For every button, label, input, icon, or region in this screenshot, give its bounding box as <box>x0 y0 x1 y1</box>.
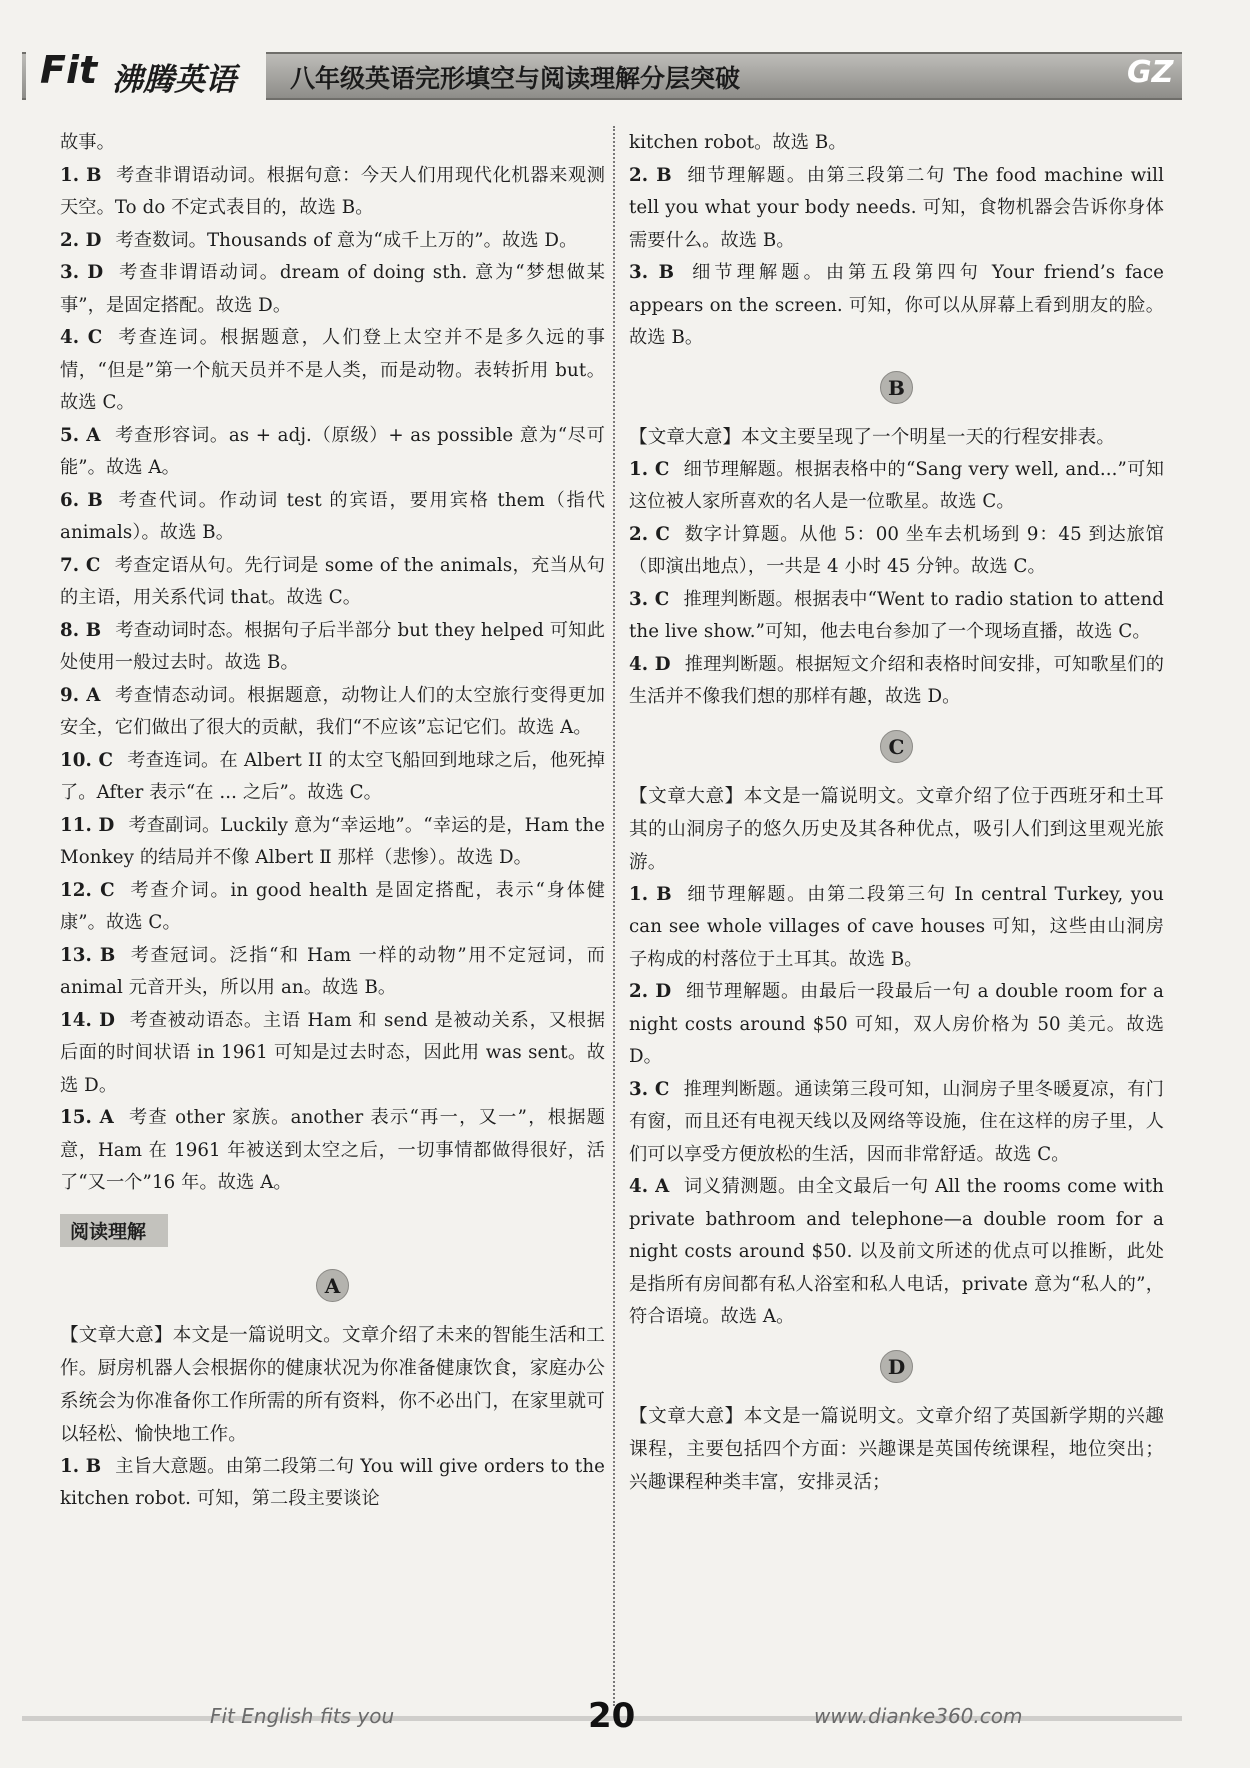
section-c-badge <box>629 714 1164 780</box>
intro-text: 故事。 <box>60 132 115 153</box>
section-d-badge <box>629 1334 1164 1400</box>
answer-item <box>60 1005 605 1103</box>
answer-text: 考查连词。根据题意，人们登上太空并不是多久远的事情，“但是”第一个航天员并不是人类，而是动物。表转折用 but。故选 C。 <box>60 327 605 413</box>
answer-number: 6. B <box>60 489 103 511</box>
right-column <box>629 127 1164 1499</box>
answer-text: 主旨大意题。由第二段第二句 You will give orders to the kitchen robot. 可知，第二段主要谈论 <box>60 1455 605 1509</box>
brand-logo <box>26 44 266 102</box>
logo-cn-text: 沸腾英语 <box>112 62 236 98</box>
continued-text: kitchen robot。故选 B。 <box>629 132 847 153</box>
answer-item <box>60 420 605 485</box>
answer-number: 3. C <box>629 588 670 610</box>
answer-number: 10. C <box>60 749 114 771</box>
answer-number: 3. B <box>629 262 675 283</box>
answer-text: 词义猜测题。由全文最后一句 All the rooms come with private bathroom and telephone—a double room for a night costs around $50. 以及前文所述的优点可以推断，此处是指所有房间都有私人浴室和私人电话，private 意为“私人的”，符合语境。故选 A。 <box>629 1176 1164 1327</box>
answer-number: 7. C <box>60 554 101 576</box>
answer-text: 考查数词。Thousands of 意为“成千上万的”。故选 D。 <box>115 229 578 251</box>
answer-number: 11. D <box>60 814 115 836</box>
answer-text: 考查动词时态。根据句子后半部分 but they helped 可知此处使用一般过去时。故选 B。 <box>60 619 605 673</box>
answer-number: 13. B <box>60 944 116 966</box>
answer-number: 2. D <box>60 229 102 251</box>
reading-heading: 阅读理解 <box>60 1214 168 1247</box>
answer-number: 9. A <box>60 684 101 706</box>
section-c-answers <box>629 879 1164 1334</box>
footer-slogan: Fit English fits you <box>210 1704 395 1728</box>
answer-text: 考查冠词。泛指“和 Ham 一样的动物”用不定冠词，而 animal 元音开头，所以用 an。故选 B。 <box>60 944 605 998</box>
answer-text: 考查形容词。as + adj.（原级）+ as possible 意为“尽可能”。故选 A。 <box>60 424 605 478</box>
answer-item <box>60 745 605 810</box>
answer-text: 推理判断题。根据短文介绍和表格时间安排，可知歌星们的生活并不像我们想的那样有趣，故选 D。 <box>629 653 1164 707</box>
answer-item <box>60 810 605 875</box>
answer-item <box>629 1074 1164 1172</box>
logo-fit-text: Fit <box>40 48 98 92</box>
section-c-summary: 【文章大意】本文是一篇说明文。文章介绍了位于西班牙和土耳其的山洞房子的悠久历史及其各种优点，吸引人们到这里观光旅游。 <box>629 785 1164 873</box>
left-column <box>60 127 605 1516</box>
page-footer <box>0 1690 1250 1750</box>
answer-text: 考查代词。作动词 test 的宾语，要用宾格 them（指代 animals）。故选 B。 <box>60 489 606 543</box>
answer-item <box>60 257 605 322</box>
answer-item <box>629 454 1164 519</box>
answer-text: 考查非谓语动词。根据句意：今天人们用现代化机器来观测天空。To do 不定式表目的，故选 B。 <box>60 164 606 218</box>
cloze-answers <box>60 160 605 1200</box>
answer-text: 考查连词。在 Albert II 的太空飞船回到地球之后，他死掉了。After 表示“在 ... 之后”。故选 C。 <box>60 749 605 803</box>
answer-number: 15. A <box>60 1107 114 1128</box>
answer-text: 考查定语从句。先行词是 some of the animals，充当从句的主语，用关系代词 that。故选 C。 <box>60 554 605 608</box>
answer-number: 1. B <box>629 883 672 905</box>
answer-text: 细节理解题。由最后一段最后一句 a double room for a night costs around $50 可知，双人房价格为 50 美元。故选 D。 <box>629 981 1164 1067</box>
section-b-summary: 【文章大意】本文主要呈现了一个明星一天的行程安排表。 <box>629 426 1116 448</box>
answer-item <box>60 485 605 550</box>
answer-item <box>60 322 605 420</box>
region-code: GZ <box>1127 55 1174 90</box>
answer-item <box>629 879 1164 977</box>
answer-item <box>60 615 605 680</box>
footer-website: www.dianke360.com <box>814 1704 1023 1728</box>
answer-text: 考查情态动词。根据题意，动物让人们的太空旅行变得更加安全，它们做出了很大的贡献，我们“不应该”忘记它们。故选 A。 <box>60 684 605 738</box>
answer-number: 5. A <box>60 424 101 446</box>
answer-number: 12. C <box>60 879 115 901</box>
answer-number: 8. B <box>60 619 102 641</box>
section-b-label: B <box>880 371 913 404</box>
answer-item <box>60 875 605 940</box>
answer-item <box>629 649 1164 714</box>
answer-text: 推理判断题。通读第三段可知，山洞房子里冬暖夏凉，有门有窗，而且还有电视天线以及网络等设施，住在这样的房子里，人们可以享受方便放松的生活，因而非常舒适。故选 C。 <box>629 1078 1164 1165</box>
answer-number: 1. C <box>629 458 670 480</box>
section-a-answers <box>629 160 1164 355</box>
answer-number: 3. C <box>629 1078 670 1100</box>
answer-text: 细节理解题。根据表格中的“Sang very well, and...”可知这位被人家所喜欢的名人是一位歌星。故选 C。 <box>629 458 1164 512</box>
answer-item <box>60 225 605 258</box>
page-number: 20 <box>588 1696 636 1736</box>
answer-number: 2. B <box>629 164 672 186</box>
answer-item <box>60 1451 605 1516</box>
section-b-badge <box>629 355 1164 421</box>
section-a-badge <box>60 1253 605 1319</box>
section-c-label: C <box>880 730 913 763</box>
answer-item <box>629 257 1164 355</box>
section-a-label: A <box>316 1269 349 1302</box>
answer-item <box>60 680 605 745</box>
answer-text: 推理判断题。根据表中“Went to radio station to attend the live show.”可知，他去电台参加了一个现场直播，故选 C。 <box>629 588 1164 642</box>
answer-item <box>629 1171 1164 1334</box>
answer-item <box>629 160 1164 258</box>
answer-text: 数字计算题。从他 5：00 坐车去机场到 9：45 到达旅馆（即演出地点），一共是 4 小时 45 分钟。故选 C。 <box>629 523 1164 577</box>
answer-item <box>60 160 605 225</box>
answer-text: 细节理解题。由第五段第四句 Your friend’s face appears on the screen. 可知，你可以从屏幕上看到朋友的脸。故选 B。 <box>629 262 1165 348</box>
answer-text: 考查介词。in good health 是固定搭配，表示“身体健康”。故选 C。 <box>60 879 606 933</box>
answer-text: 考查被动语态。主语 Ham 和 send 是被动关系，又根据后面的时间状语 in 1961 可知是过去时态，因此用 was sent。故选 D。 <box>60 1009 605 1096</box>
section-d-label: D <box>880 1350 913 1383</box>
answer-item <box>629 519 1164 584</box>
answer-item <box>60 1102 605 1200</box>
answer-number: 4. C <box>60 327 103 348</box>
book-title: 八年级英语完形填空与阅读理解分层突破 <box>290 64 741 93</box>
section-b-answers <box>629 454 1164 714</box>
answer-number: 2. D <box>629 981 672 1002</box>
answer-number: 2. C <box>629 523 670 545</box>
answer-number: 4. A <box>629 1176 670 1197</box>
answer-number: 4. D <box>629 653 671 675</box>
answer-item <box>629 584 1164 649</box>
answer-text: 考查非谓语动词。dream of doing sth. 意为“梦想做某事”，是固定搭配。故选 D。 <box>60 262 605 316</box>
section-a-summary: 【文章大意】本文是一篇说明文。文章介绍了未来的智能生活和工作。厨房机器人会根据你的健康状况为你准备健康饮食，家庭办公系统会为你准备你工作所需的所有资料，你不必出门，在家里就可以轻松、愉快地工作。 <box>60 1324 605 1445</box>
answer-text: 细节理解题。由第三段第二句 The food machine will tell you what your body needs. 可知，食物机器会告诉你身体需要什么。故选 B。 <box>629 164 1165 251</box>
answer-text: 细节理解题。由第二段第三句 In central Turkey, you can see whole villages of cave houses 可知，这些由山洞房子构成的村落位于土耳其。故选 B。 <box>629 883 1164 970</box>
section-d-summary: 【文章大意】本文是一篇说明文。文章介绍了英国新学期的兴趣课程，主要包括四个方面：兴趣课是英国传统课程，地位突出；兴趣课程种类丰富，安排灵活； <box>629 1405 1164 1493</box>
answer-number: 14. D <box>60 1009 115 1031</box>
answer-text: 考查 other 家族。another 表示“再一，又一”，根据题意，Ham 在 1961 年被送到太空之后，一切事情都做得很好，活了“又一个”16 年。故选 A。 <box>60 1107 606 1193</box>
answer-number: 3. D <box>60 262 104 283</box>
answer-item <box>60 940 605 1005</box>
answer-number: 1. B <box>60 1455 102 1477</box>
answer-item <box>629 976 1164 1074</box>
answer-number: 1. B <box>60 164 102 186</box>
answer-item <box>60 550 605 615</box>
column-divider <box>613 126 615 1706</box>
page-header <box>0 42 1250 104</box>
answer-text: 考查副词。Luckily 意为“幸运地”。“幸运的是，Ham the Monkey 的结局并不像 Albert Ⅱ 那样（悲惨）。故选 D。 <box>60 814 605 868</box>
